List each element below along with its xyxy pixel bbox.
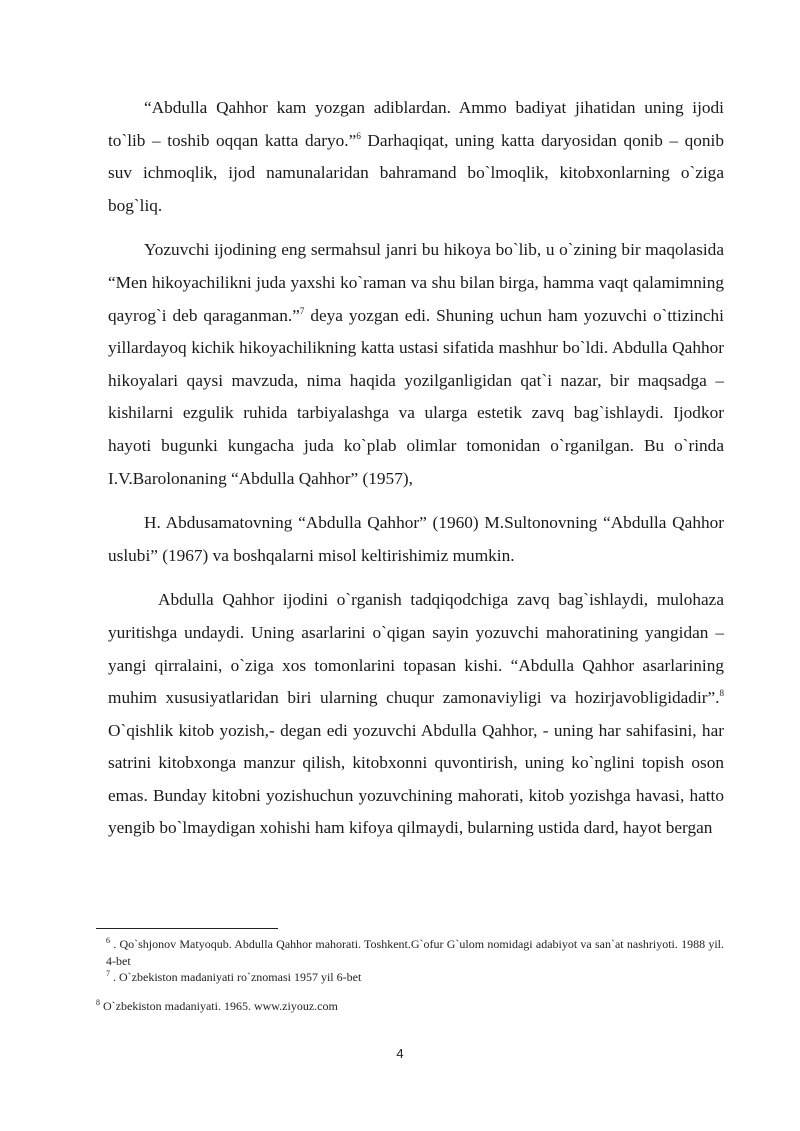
paragraph-4-text-b: O`qishlik kitob yozish,- degan edi yozuvchi Abdulla Qahhor, - uning har sahifasini, har satrini kitobxonga manzur qilish, kitobxonni quvontirish, uning ko`nglini topish oson emas. Bunday kitobni yozishuchun yozuvchining mahorati, kitob yozishga havasi, hatto yengib bo`lmaydigan xohishi ham kifoya qilmaydi, bularning ustida dard, hayot bergan bbox=[108, 720, 724, 838]
footnote-7-text: . O`zbekiston madaniyati ro`znomasi 1957 yil 6-bet bbox=[110, 970, 362, 984]
body-text bbox=[108, 92, 724, 857]
footnote-ref-6: 6 bbox=[356, 130, 361, 141]
footnote-6-number: 6 bbox=[106, 936, 110, 945]
page-number: 4 bbox=[396, 1046, 404, 1061]
paragraph-4 bbox=[108, 584, 724, 845]
paragraph-1-text-a: “Abdulla Qahhor kam yozgan adiblardan. Ammo badiyat jihatidan uning ijodi to`lib – toshib oqqan katta daryo.” bbox=[108, 98, 724, 150]
paragraph-2-text-a: Yozuvchi ijodining eng sermahsul janri bu hikoya bo`lib, u o`zining bir maqolasida “Men hikoyachilikni juda yaxshi ko`raman va shu bilan birga, hamma vaqt qalamimning qayrog`i deb qaraganman.” bbox=[108, 240, 724, 325]
footnote-6-text: . Qo`shjonov Matyoqub. Abdulla Qahhor mahorati. Toshkent.G`ofur G`ulom nomidagi adabiyot va san`at nashriyoti. 1988 yil. 4-bet bbox=[106, 937, 724, 968]
footnote-8 bbox=[96, 998, 724, 1015]
footnote-8-number: 8 bbox=[96, 997, 100, 1007]
paragraph-3: H. Abdusamatovning “Abdulla Qahhor” (1960) M.Sultonovning “Abdulla Qahhor uslubi” (1967) va boshqalarni misol keltirishimiz mumkin. bbox=[108, 513, 724, 565]
paragraph-4-text-a: Abdulla Qahhor ijodini o`rganish tadqiqodchiga zavq bag`ishlaydi, mulohaza yuritishga undaydi. Uning asarlarini o`qigan sayin yozuvchi mahoratining yangidan – yangi qirralaini, o`ziga xos tomonlarini topasan kishi. “Abdulla Qahhor asarlarining muhim xususiyatlaridan biri ularning chuqur zamonaviyligi va hozirjavobligidadir”. bbox=[108, 590, 724, 708]
footnote-separator bbox=[96, 928, 278, 929]
footnote-ref-7: 7 bbox=[299, 305, 305, 316]
paragraph-1-text-b: Darhaqiqat, uning katta daryosidan qonib – qonib suv ichmoqlik, ijod namunalaridan bahramand bo`lmoqlik, kitobxonlarning o`ziga bog`liq. bbox=[108, 130, 724, 215]
footnote-ref-8: 8 bbox=[719, 688, 724, 699]
footnote-7-number: 7 bbox=[106, 969, 110, 978]
footnote-7 bbox=[96, 969, 724, 986]
footnote-8-text: O`zbekiston madaniyati. 1965. www.ziyouz.com bbox=[100, 998, 338, 1013]
footnote-6 bbox=[96, 936, 724, 969]
footnotes bbox=[96, 936, 724, 1014]
paragraph-1 bbox=[108, 92, 724, 222]
paragraph-2-text-b: deya yozgan edi. Shuning uchun ham yozuvchi o`ttizinchi yillardayoq kichik hikoyachilikning katta ustasi sifatida mashhur bo`ldi. Abdulla Qahhor hikoyalari qaysi mavzuda, nima haqida yozilganligidan qat`i nazar, bir maqsadga – kishilarni ezgulik ruhida tarbiyalashga va ularga estetik zavq bag`ishlaydi. Ijodkor hayoti bugunki kungacha juda ko`plab olimlar tomonidan o`rganilgan. Bu o`rinda I.V.Barolonaning “Abdulla Qahhor” (1957), bbox=[108, 305, 724, 488]
paragraph-2 bbox=[108, 234, 724, 495]
